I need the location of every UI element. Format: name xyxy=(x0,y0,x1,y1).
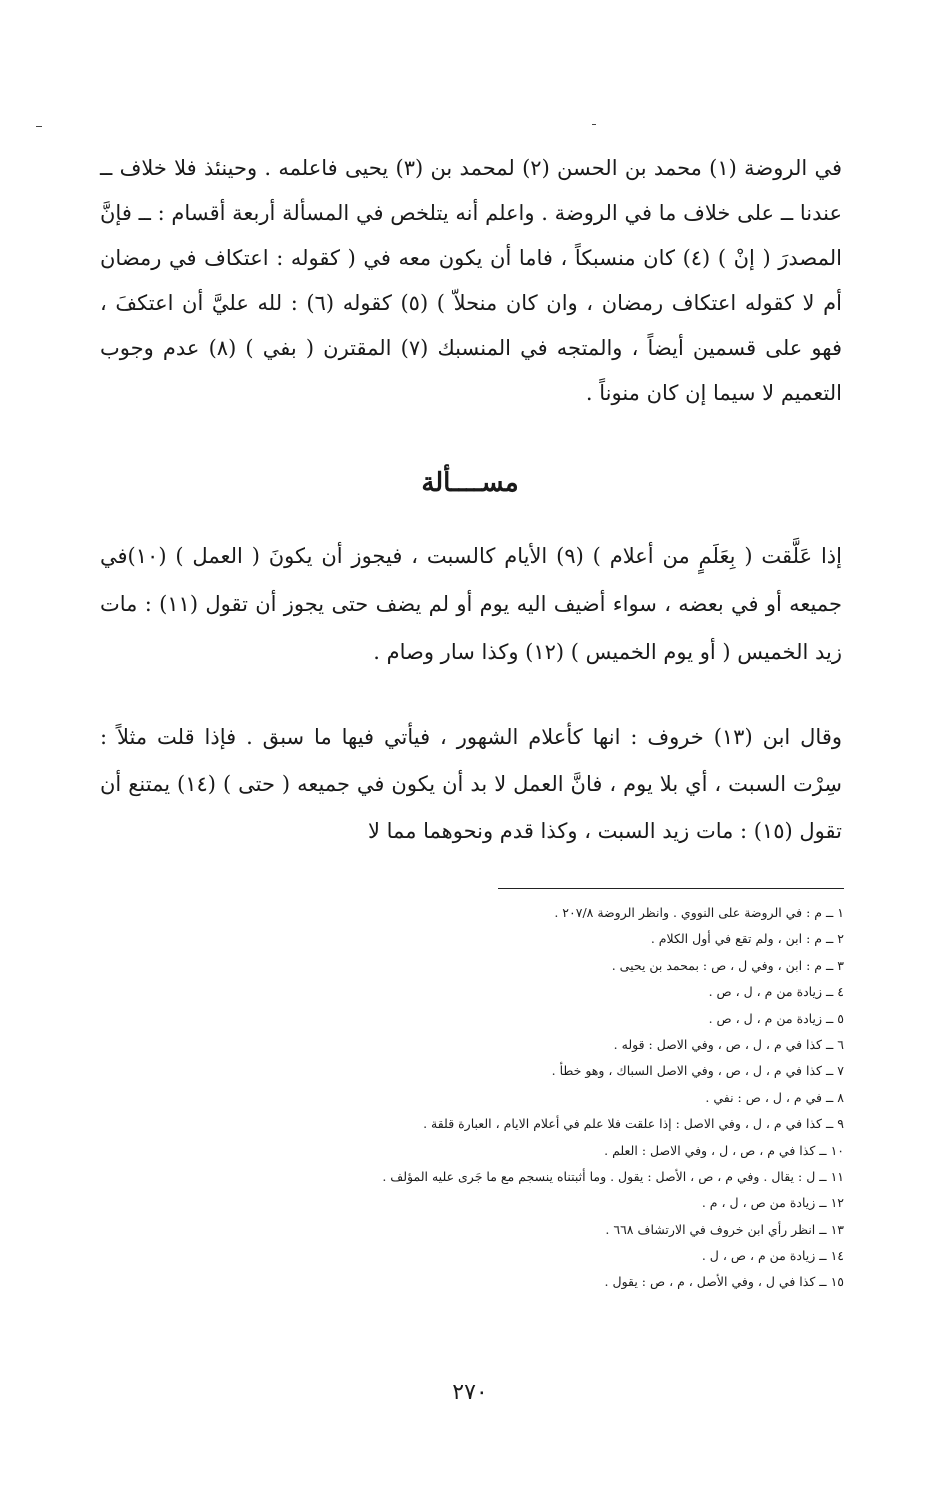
footnote-item: ٤ ــ زيادة من م ، ل ، ص . xyxy=(708,984,844,1000)
footnote-item: ٨ ــ في م ، ل ، ص : نفي . xyxy=(705,1089,844,1105)
footnote-item: ٢ ــ م : ابن ، ولم تقع في أول الكلام . xyxy=(650,931,844,947)
footnote-item: ١٣ ــ انظر رأي ابن خروف في الارتشاف ٦٦٨ . xyxy=(605,1221,844,1237)
footnote-item: ٧ ــ كذا في م ، ل ، ص ، وفي الاصل السباك ، وهو خطأ . xyxy=(551,1063,844,1079)
footnote-item: ٦ ــ كذا في م ، ل ، ص ، وفي الاصل : قوله . xyxy=(613,1036,844,1052)
page-number: ٢٧٠ xyxy=(452,1380,488,1405)
footnote-item: ١٥ ــ كذا في ل ، وفي الأصل ، م ، ص : يقول . xyxy=(604,1274,844,1290)
footnote-item: ٩ ــ كذا في م ، ل ، وفي الاصل : إذا علقت فلا علم في أعلام الايام ، العبارة قلقة . xyxy=(423,1116,844,1132)
footnotes-list xyxy=(224,900,844,1296)
scan-speck xyxy=(36,126,42,127)
footnote-item: ١٤ ــ زيادة من م ، ص ، ل . xyxy=(701,1248,844,1264)
footnote-item: ٣ ــ م : ابن ، وفي ل ، ص : بمحمد بن يحيى . xyxy=(611,957,844,973)
footnote-item: ١٠ ــ كذا في م ، ص ، ل ، وفي الاصل : العلم . xyxy=(604,1142,844,1158)
footnote-item: ١٢ ــ زيادة من ص ، ل ، م . xyxy=(701,1195,844,1211)
footnote-item: ١ ــ م : في الروضة على النووي . وانظر الروضة ٢٠٧/٨ . xyxy=(554,905,844,920)
body-paragraph-1: في الروضة (١) محمد بن الحسن (٢) لمحمد بن (٣) يحيى فاعلمه . وحينئذ فلا خلاف ــ عندنا ــ على خلاف ما في الروضة . واعلم أنه يتلخص في المسألة أربعة أقسام : ــ فإنَّ المصدرَ ( إنْ ) (٤) كان منسبكاً ، فاما أن يكون معه في ( كقوله : اعتكاف في رمضان أم لا كقوله اعتكاف رمضان ، وان كان منحلاّ ) (٥) كقوله (٦) : لله عليَّ أن اعتكفَ ، فهو على قسمين أيضاً ، والمتجه في المنسبك (٧) المقترن ( بفي ) (٨) عدم وجوب التعميم لا سيما إن كان منوناً . xyxy=(100,156,843,405)
body-paragraph-2: إذا عَلَّقت ( بِعَلَمٍ من أعلام ) (٩) الأيام كالسبت ، فيجوز أن يكونَ ( العمل ) (١٠)في جميعه أو في بعضه ، سواء أضيف اليه يوم أو لم يضف حتى يجوز أن تقول (١١) : مات زيد الخميس ( أو يوم الخميس ) (١٢) وكذا سار وصام . xyxy=(100,544,842,664)
scan-speck xyxy=(592,124,596,125)
footnote-item: ٥ ــ زيادة من م ، ل ، ص . xyxy=(708,1010,844,1026)
footnote-separator xyxy=(498,888,844,889)
footnote-item: ١١ ــ ل : يقال . وفي م ، ص ، الأصل : يقول . وما أثبتناه ينسجم مع ما جَرى عليه المؤلف . xyxy=(382,1168,844,1184)
section-heading: مســــألة xyxy=(421,468,519,498)
body-paragraph-3: وقال ابن (١٣) خروف : انها كأعلام الشهور ، فيأتي فيها ما سبق . فإذا قلت مثلاً : سِرْت السبت ، أي بلا يوم ، فانَّ العمل لا بد أن يكون في جميعه ( حتى ) (١٤) يمتنع أن تقول (١٥) : مات زيد السبت ، وكذا قدم ونحوهما مما لا xyxy=(100,725,842,843)
